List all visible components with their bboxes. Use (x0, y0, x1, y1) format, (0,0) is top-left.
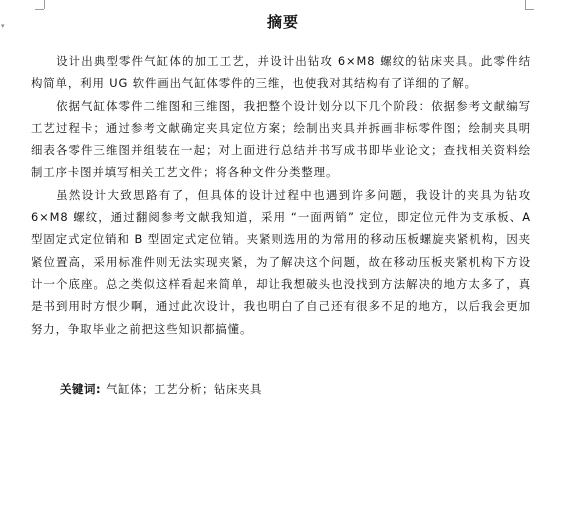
abstract-body (31, 50, 531, 340)
crop-mark-top-left-vertical (44, 0, 45, 9)
abstract-paragraph-3: 虽然设计大致思路有了，但具体的设计过程中也遇到许多问题，我设计的夹具为钻攻 6×M8 螺纹，通过翻阅参考文献我知道，采用 “一面两销” 定位，即定位元件为支承板、A 型固定式定位销和 B 型固定式定位销。夹紧则选用的为常用的移动压板螺旋夹紧机构，因夹紧位置高，采用标准件则无法实现夹紧，为了解决这个问题，故在移动压板夹紧机构下方设计一个底座。总之类似这样看起来简单，却让我想破头也没找到方法解决的地方太多了，真是书到用时方恨少啊，通过此次设计，我也明白了自己还有很多不足的地方，以后我会更加努力，争取毕业之前把这些知识都搞懂。 (31, 187, 531, 336)
keywords-text: 气缸体；工艺分析；钻床夹具 (106, 382, 263, 396)
keywords-line (60, 379, 262, 399)
paragraph-anchor-icon: ▾ (1, 22, 5, 30)
abstract-paragraph-1: 设计出典型零件气缸体的加工工艺，并设计出钻攻 6×M8 螺纹的钻床夹具。此零件结构简单，利用 UG 软件画出气缸体零件的三维，也使我对其结构有了详细的了解。 (31, 54, 531, 91)
abstract-paragraph-2: 依据气缸体零件二维图和三维图，我把整个设计划分以下几个阶段：依据参考文献编写工艺过程卡；通过参考文献确定夹具定位方案；绘制出夹具并拆画非标零件图；绘制夹具明细表各零件三维图并组装在一起；对上面进行总结并书写成书即毕业论文；查找相关资料绘制工序卡图并填写相关工艺文件；将各种文件分类整理。 (31, 98, 531, 180)
keywords-label: 关键词: (60, 382, 102, 396)
crop-mark-top-right-vertical (525, 0, 526, 9)
page-title: 摘要 (266, 13, 299, 31)
